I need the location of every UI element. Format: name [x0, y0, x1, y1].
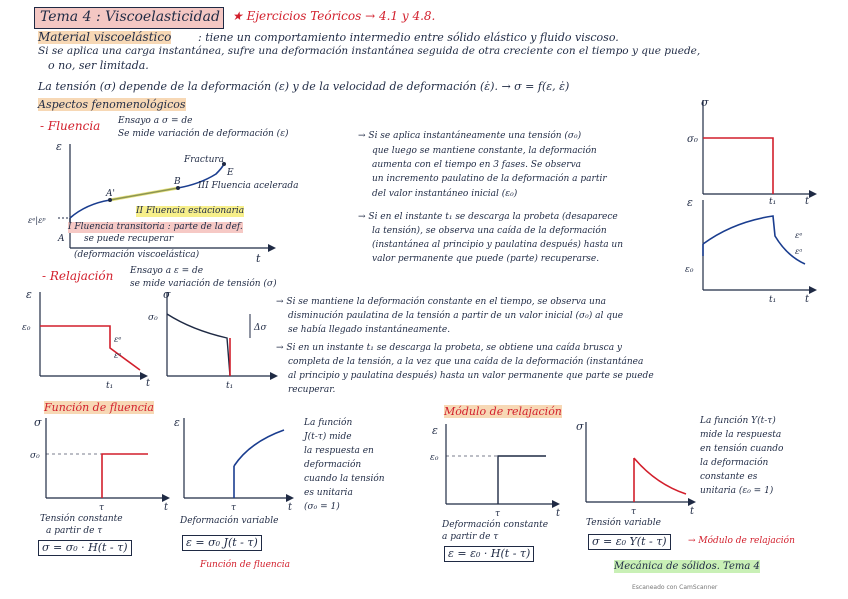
- mr-note-line: constante es: [700, 472, 758, 482]
- creep-point-e: E: [227, 168, 234, 178]
- relajacion-text-line: completa de la tensión, a la vez que una caída de la deformación (instantánea: [288, 357, 644, 367]
- mr-right-caption: Tensión variable: [586, 518, 661, 528]
- fluencia-brace-2: Se mide variación de deformación (ε): [118, 129, 289, 139]
- fr-t1-label: t₁: [769, 197, 777, 204]
- material-definition: : tiene un comportamiento intermedio entre sólido elástico y fluido viscoso.: [198, 31, 619, 44]
- ff-note-line: (σ₀ = 1): [304, 502, 340, 512]
- ff-right-formula: ε = σ₀ J(t - τ): [182, 535, 262, 551]
- mr-eps-label: ε: [432, 424, 438, 437]
- ff-sigma-label: σ: [34, 416, 42, 429]
- creep-caption: (deformación viscoelástica): [74, 250, 200, 260]
- ff-note-line: deformación: [304, 460, 362, 470]
- mr-right-formula: σ = ε₀ Y(t - τ): [588, 534, 671, 550]
- page-title: Tema 4 : Viscoelasticidad: [40, 9, 220, 25]
- relajacion-text-line: disminución paulatina de la tensión a partir de un valor inicial (σ₀) al que: [288, 311, 624, 321]
- relajacion-text-line: recuperar.: [288, 385, 336, 395]
- ff-right-caption: Deformación variable: [180, 516, 279, 526]
- exercises-note: ★ Ejercicios Teóricos → 4.1 y 4.8.: [232, 9, 436, 23]
- fluencia-text-line: valor permanente que puede (parte) recuperarse.: [372, 254, 600, 264]
- fs-t-label: t: [805, 294, 810, 304]
- ff2-t-label: t: [288, 502, 293, 513]
- mr-note-line: mide la respuesta: [700, 430, 782, 440]
- fluencia-text-line: del valor instantáneo inicial (ε₀): [372, 189, 518, 199]
- mr-left-caption-2: a partir de τ: [442, 532, 499, 542]
- fluencia-strain-graph: [683, 194, 823, 304]
- mr-left-formula: ε = ε₀ · H(t - τ): [444, 546, 534, 562]
- ff-left-caption-2: a partir de τ: [46, 526, 103, 536]
- fr-sigma-label: σ: [701, 96, 709, 109]
- relajacion-label: - Relajación: [42, 269, 114, 283]
- fs-ea-label: εᵃ: [795, 247, 803, 256]
- ff-left-formula: σ = σ₀ · H(t - τ): [38, 540, 132, 556]
- fluencia-text-line: que luego se mantiene constante, la deformación: [372, 146, 597, 156]
- creep-t-axis-label: t: [256, 252, 261, 265]
- scanner-watermark: Escaneado con CamScanner: [632, 584, 718, 591]
- fluencia-label: - Fluencia: [40, 119, 101, 133]
- mr-strain-graph: [428, 420, 568, 520]
- mr-eps0-label: ε₀: [430, 453, 439, 463]
- fluencia-creep-graph: [28, 138, 348, 268]
- rel-ea-label: εᵃ: [114, 351, 122, 360]
- mr2-sigma-label: σ: [576, 420, 584, 433]
- relajacion-text-line: se había llegado instantáneamente.: [288, 325, 451, 335]
- fluencia-brace-1: Ensayo a σ = de: [118, 116, 193, 126]
- creep-fractura-label: Fractura: [184, 155, 225, 165]
- relajacion-brace-1: Ensayo a ε = de: [130, 266, 204, 276]
- rel-ee-label: εᵉ: [114, 335, 122, 344]
- relajacion-graphs: [22, 286, 284, 396]
- fs-eps0-label: ε₀: [685, 265, 694, 275]
- fr-sigma0-label: σ₀: [687, 134, 698, 145]
- fluencia-text-line: aumenta con el tiempo en 3 fases. Se observa: [372, 160, 582, 170]
- creep-point-a: A: [58, 234, 65, 244]
- mr2-t-label: t: [690, 506, 695, 517]
- rel-t-label: t: [146, 378, 151, 389]
- ff-stress-graph: [30, 414, 176, 514]
- mr-stress-graph: [572, 418, 702, 518]
- relajacion-brace-2: se mide variación de tensión (σ): [130, 279, 277, 289]
- creep-eps-axis-label: ε: [56, 140, 62, 153]
- ff-note-line: J(t-τ) mide: [304, 432, 352, 442]
- mr-note-line: la deformación: [700, 458, 769, 468]
- fluencia-stress-graph: [683, 94, 823, 204]
- mr-t-label: t: [556, 508, 561, 519]
- creep-stage-2: II Fluencia estacionaria: [136, 206, 245, 216]
- ff-right-sub: Función de fluencia: [200, 560, 290, 570]
- ff-t-label: t: [164, 502, 169, 513]
- aspects-heading: Aspectos fenomenológicos: [38, 98, 186, 111]
- ff2-eps-label: ε: [174, 416, 180, 429]
- rel-sigma-label: σ: [163, 288, 171, 301]
- intro-line-3: o no, ser limitada.: [48, 59, 149, 72]
- creep-stage-3: III Fluencia acelerada: [198, 181, 299, 191]
- fs-t1-label: t₁: [769, 295, 777, 304]
- creep-stage-1b: se puede recuperar: [84, 234, 174, 244]
- rel-eps0-label: ε₀: [22, 323, 31, 333]
- fluencia-text-line: un incremento paulatino de la deformación a partir: [372, 174, 607, 184]
- rel-dsigma-label: Δσ: [254, 323, 267, 333]
- mr-left-caption-1: Deformación constante: [442, 520, 549, 530]
- ff-note-line: La función: [304, 418, 353, 428]
- creep-point-b: B: [174, 177, 181, 187]
- fs-eps-label: ε: [687, 196, 693, 209]
- rel-t1b-label: t₁: [226, 381, 234, 391]
- mr-tau-label: τ: [495, 509, 500, 519]
- intro-line-4: La tensión (σ) depende de la deformación (ε) y de la velocidad de deformación (ε̇). → σ = f(ε, ε̇): [38, 80, 570, 93]
- relajacion-text-line: → Si se mantiene la deformación constante en el tiempo, se observa una: [276, 297, 607, 307]
- funcion-fluencia-heading: Función de fluencia: [44, 401, 154, 414]
- fs-ee-label: εᵉ: [795, 231, 803, 240]
- rel-sigma0-label: σ₀: [148, 313, 158, 323]
- mr-note-line: en tensión cuando: [700, 444, 784, 454]
- mr-right-sub: → Módulo de relajación: [688, 536, 795, 546]
- mr-note-line: unitaria (ε₀ = 1): [700, 486, 774, 496]
- creep-point-a1: A': [106, 189, 115, 199]
- ff-strain-graph: [170, 414, 300, 514]
- ff-note-line: cuando la tensión: [304, 474, 385, 484]
- mr2-tau-label: τ: [631, 507, 636, 517]
- ff2-tau-label: τ: [231, 503, 236, 513]
- creep-ee-ep-label: εᵉ|εᵖ: [28, 216, 46, 225]
- mr-note-line: La función Y(t-τ): [700, 416, 776, 426]
- fr-t-label: t: [805, 196, 810, 204]
- ff-note-line: es unitaria: [304, 488, 353, 498]
- intro-line-2: Si se aplica una carga instantánea, sufre una deformación instantánea seguida de otra creciente con el tiempo y que puede,: [38, 45, 701, 57]
- rel-eps-label: ε: [26, 288, 32, 301]
- ff-sigma0-label: σ₀: [30, 451, 40, 461]
- rel-t1-label: t₁: [106, 381, 114, 391]
- fluencia-text-line: la tensión), se observa una caída de la deformación: [372, 226, 607, 236]
- ff-left-caption-1: Tensión constante: [40, 514, 123, 524]
- relajacion-text-line: → Si en un instante t₁ se descarga la probeta, se obtiene una caída brusca y: [276, 343, 623, 353]
- ff-tau-label: τ: [99, 503, 104, 513]
- ff-note-line: la respuesta en: [304, 446, 374, 456]
- course-footer: Mecánica de sólidos. Tema 4: [614, 561, 760, 572]
- fluencia-text-line: (instantánea al principio y paulatina después) hasta un: [372, 240, 624, 250]
- fluencia-text-line: → Si se aplica instantáneamente una tensión (σ₀): [358, 131, 582, 141]
- modulo-relajacion-heading: Módulo de relajación: [444, 405, 562, 418]
- relajacion-text-line: al principio y paulatina después) hasta un valor permanente que parte se puede: [288, 371, 654, 381]
- creep-stage-1: I Fluencia transitoria : parte de la def.: [68, 222, 243, 232]
- material-heading: Material viscoelástico: [38, 30, 172, 44]
- fluencia-text-line: → Si en el instante t₁ se descarga la probeta (desaparece: [358, 212, 618, 222]
